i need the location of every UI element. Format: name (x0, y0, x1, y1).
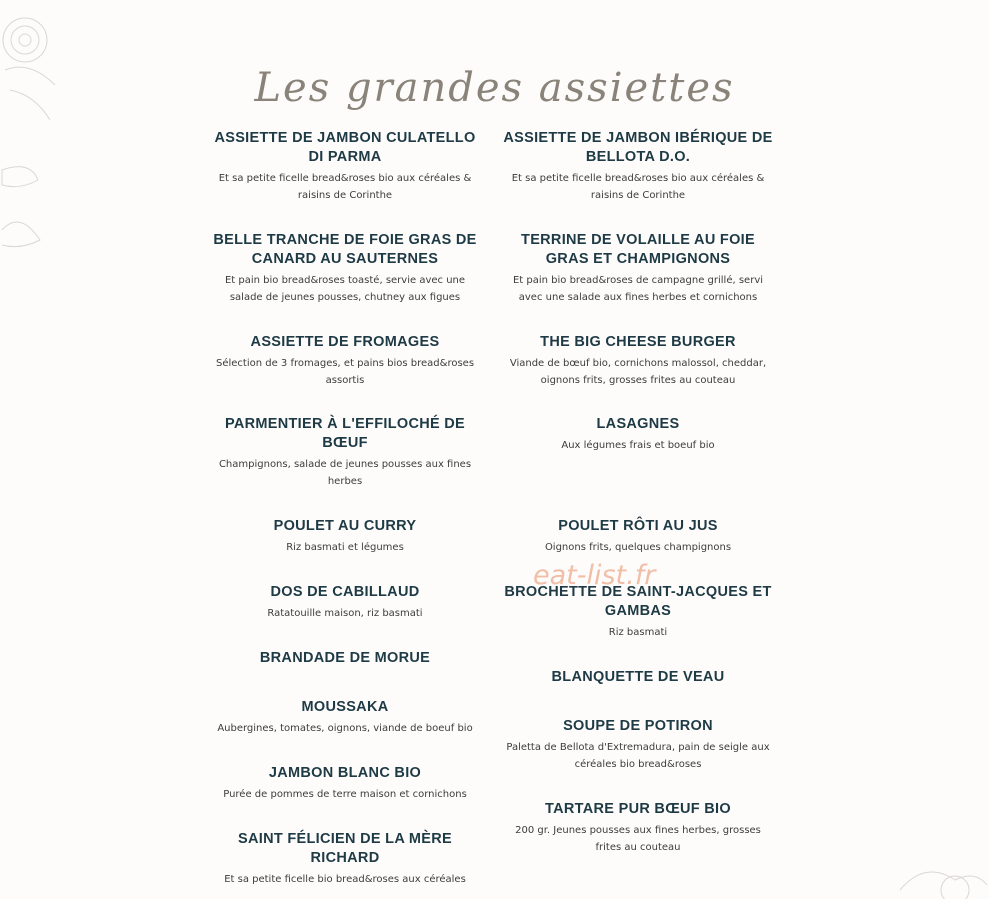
menu-item-name: ASSIETTE DE JAMBON IBÉRIQUE DE BELLOTA D.O. (503, 130, 773, 165)
menu-item-name: PARMENTIER À L'EFFILOCHÉ DE BŒUF (224, 416, 466, 451)
menu-item (210, 583, 480, 622)
menu-item-name: POULET RÔTI AU JUS (558, 518, 718, 534)
menu-item-name: TERRINE DE VOLAILLE AU FOIE GRAS ET CHAMPIGNONS (521, 232, 755, 267)
menu-item (503, 717, 773, 773)
menu-item (210, 764, 480, 803)
menu-item-name: DOS DE CABILLAUD (270, 584, 420, 600)
menu-item-name: BLANQUETTE DE VEAU (551, 669, 725, 685)
menu-item-name: SOUPE DE POTIRON (563, 718, 713, 734)
menu-item-description: Ratatouille maison, riz basmati (267, 608, 423, 619)
menu-item (503, 517, 773, 556)
menu-item-description: Paletta de Bellota d'Extremadura, pain de seigle aux céréales bio bread&roses (506, 742, 770, 770)
menu-item-description: Champignons, salade de jeunes pousses aux fines herbes (218, 459, 472, 487)
menu-item-name: LASAGNES (596, 416, 680, 432)
menu-item-description: Et pain bio bread&roses de campagne grillé, servi avec une salade aux fines herbes et cornichons (512, 275, 764, 303)
menu-item-description: Aubergines, tomates, oignons, viande de boeuf bio (217, 723, 473, 734)
menu-item-name: BELLE TRANCHE DE FOIE GRAS DE CANARD AU SAUTERNES (213, 232, 477, 267)
menu-item-description: Riz basmati (608, 627, 668, 638)
menu-item (503, 333, 773, 389)
menu-item (210, 415, 480, 490)
menu-item-description: Oignons frits, quelques champignons (544, 542, 732, 553)
menu-item-name: ASSIETTE DE JAMBON CULATELLO DI PARMA (214, 130, 476, 165)
menu-item (210, 830, 480, 888)
menu-item (210, 231, 480, 306)
menu-item-name: ASSIETTE DE FROMAGES (250, 334, 440, 350)
menu-item (503, 231, 773, 306)
menu-item-name: THE BIG CHEESE BURGER (540, 334, 736, 350)
menu-item-name: BROCHETTE DE SAINT-JACQUES ET GAMBAS (504, 584, 772, 619)
menu-item (503, 583, 773, 641)
menu-item-description: Et sa petite ficelle bio bread&roses aux céréales (224, 874, 466, 885)
menu-item (503, 129, 773, 204)
menu-item-name: SAINT FÉLICIEN DE LA MÈRE RICHARD (238, 831, 452, 866)
menu-item (210, 129, 480, 204)
menu-item-description: Sélection de 3 fromages, et pains bios bread&roses assortis (215, 358, 475, 386)
menu-item (503, 415, 773, 454)
leaf-decoration-left (0, 150, 45, 270)
page-title: Les grandes assiettes (254, 64, 735, 111)
menu-item (210, 649, 480, 668)
menu-item-name: MOUSSAKA (301, 699, 389, 715)
watermark: eat-list.fr (533, 560, 656, 591)
menu-item (210, 698, 480, 737)
menu-item-description: Aux légumes frais et boeuf bio (561, 440, 715, 451)
menu-item-description: Et pain bio bread&roses toasté, servie avec une salade de jeunes pousses, chutney aux figues (224, 275, 466, 303)
floral-decoration-bottom-right (895, 850, 989, 899)
menu-item-name: JAMBON BLANC BIO (268, 765, 422, 781)
menu-item (210, 333, 480, 389)
menu-item-description: Et sa petite ficelle bread&roses bio aux céréales & raisins de Corinthe (218, 173, 472, 201)
menu-item (503, 800, 773, 856)
menu-item-description: Et sa petite ficelle bread&roses bio aux céréales & raisins de Corinthe (511, 173, 765, 201)
menu-item (210, 517, 480, 556)
menu-item-name: BRANDADE DE MORUE (259, 650, 431, 666)
menu-item-description: 200 gr. Jeunes pousses aux fines herbes, grosses frites au couteau (515, 825, 761, 853)
menu-item-name: POULET AU CURRY (273, 518, 417, 534)
menu-item (503, 668, 773, 687)
menu-item-description: Viande de bœuf bio, cornichons malossol, cheddar, oignons frits, grosses frites au couteau (509, 358, 767, 386)
menu-item-description: Riz basmati et légumes (286, 542, 404, 553)
menu-item-name: TARTARE PUR BŒUF BIO (545, 801, 731, 817)
menu-item-description: Purée de pommes de terre maison et cornichons (223, 789, 467, 800)
